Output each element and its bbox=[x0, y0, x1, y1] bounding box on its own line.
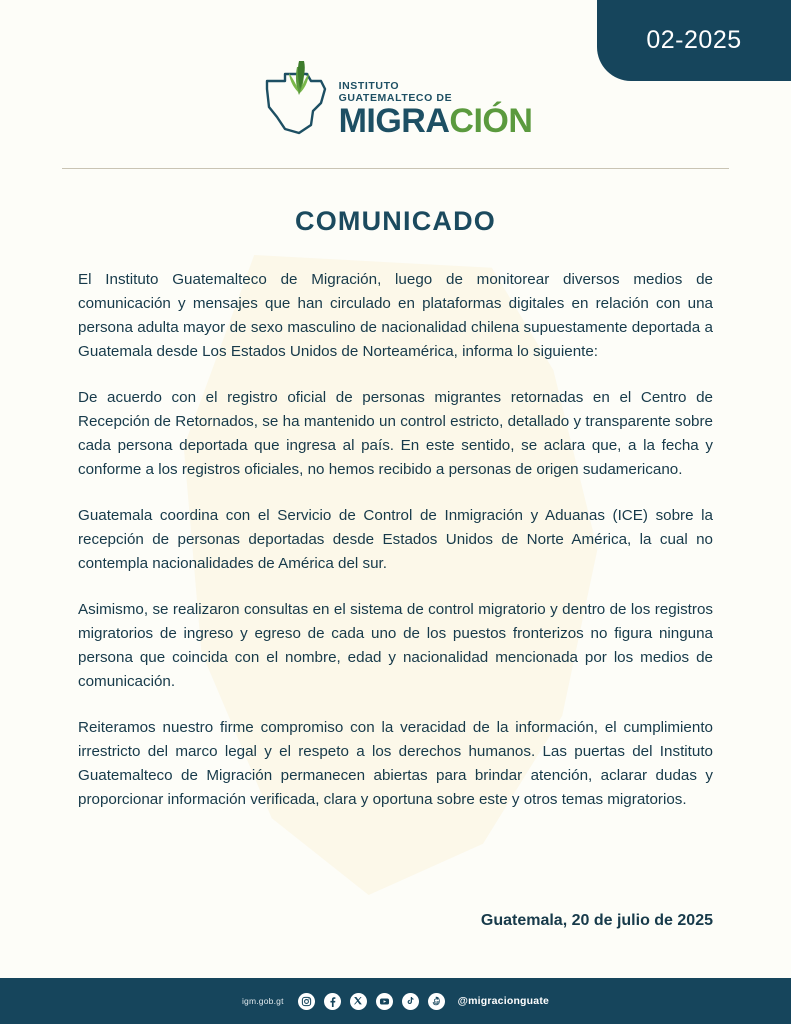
signoff-line: Guatemala, 20 de julio de 2025 bbox=[480, 912, 713, 929]
website-text: igm.gob.gt bbox=[241, 996, 284, 1006]
logo-line-guatemalteco: GUATEMALTECO DE bbox=[338, 91, 453, 104]
logo-group bbox=[259, 59, 533, 141]
tiktok-icon[interactable] bbox=[402, 993, 419, 1010]
logo-line-migracion bbox=[338, 101, 533, 140]
paragraph-4: Asimismo, se realizaron consultas en el sistema de control migratorio y dentro de los registros migratorios de ingreso y egreso de cada uno de los puestos fronterizos no figura ninguna persona que coincida con el nombre, edad y nacionalidad mencionada por los medios de comunicación. bbox=[78, 601, 713, 690]
issue-badge bbox=[597, 0, 791, 81]
paragraph-3: Guatemala coordina con el Servicio de Control de Inmigración y Aduanas (ICE) sobre la recepción de personas deportadas desde Estados Unidos de Norte América, la cual no contempla nacionalidades de América del sur. bbox=[78, 507, 713, 572]
logo-wordmark bbox=[339, 80, 533, 141]
guatemala-map-icon bbox=[259, 59, 333, 141]
header-divider bbox=[62, 168, 729, 169]
issue-number: 02-2025 bbox=[646, 26, 742, 54]
paragraph-5: Reiteramos nuestro firme compromiso con la veracidad de la información, el cumplimiento irrestricto del marco legal y el respeto a los derechos humanos. Las puertas del Instituto Guatemalteco de Migración permanecen abiertas para brindar atención, aclarar dudas y proporcionar información verificada, clara y oportuna sobre este y otros temas migratorios. bbox=[78, 719, 713, 808]
logo-line-instituto: INSTITUTO bbox=[338, 79, 400, 92]
facebook-icon[interactable] bbox=[324, 993, 341, 1010]
document-body bbox=[78, 268, 713, 812]
paragraph-2: De acuerdo con el registro oficial de personas migrantes retornadas en el Centro de Recepción de Retornados, se ha mantenido un control estricto, detallado y transparente sobre cada persona deportada que ingresa al país. En este sentido, se aclara que, a la fecha y conforme a los registros oficiales, no hemos recibido a personas de origen sudamericano. bbox=[78, 389, 713, 478]
threads-icon[interactable] bbox=[428, 993, 445, 1010]
footer-bar bbox=[0, 978, 791, 1024]
logo-cion-text: CIÓN bbox=[449, 101, 533, 140]
x-twitter-icon[interactable] bbox=[350, 993, 367, 1010]
social-handle: @migracionguate bbox=[457, 995, 550, 1007]
page-title: COMUNICADO bbox=[295, 206, 496, 236]
instagram-icon[interactable] bbox=[298, 993, 315, 1010]
youtube-icon[interactable] bbox=[376, 993, 393, 1010]
paragraph-1: El Instituto Guatemalteco de Migración, luego de monitorear diversos medios de comunicación y mensajes que han circulado en plataformas digitales en relación con una persona adulta mayor de sexo masculino de nacionalidad chilena supuestamente deportada a Guatemala desde Los Estados Unidos de Norteamérica, informa lo siguiente: bbox=[78, 271, 713, 360]
logo-migra-text: MIGRA bbox=[338, 101, 450, 140]
